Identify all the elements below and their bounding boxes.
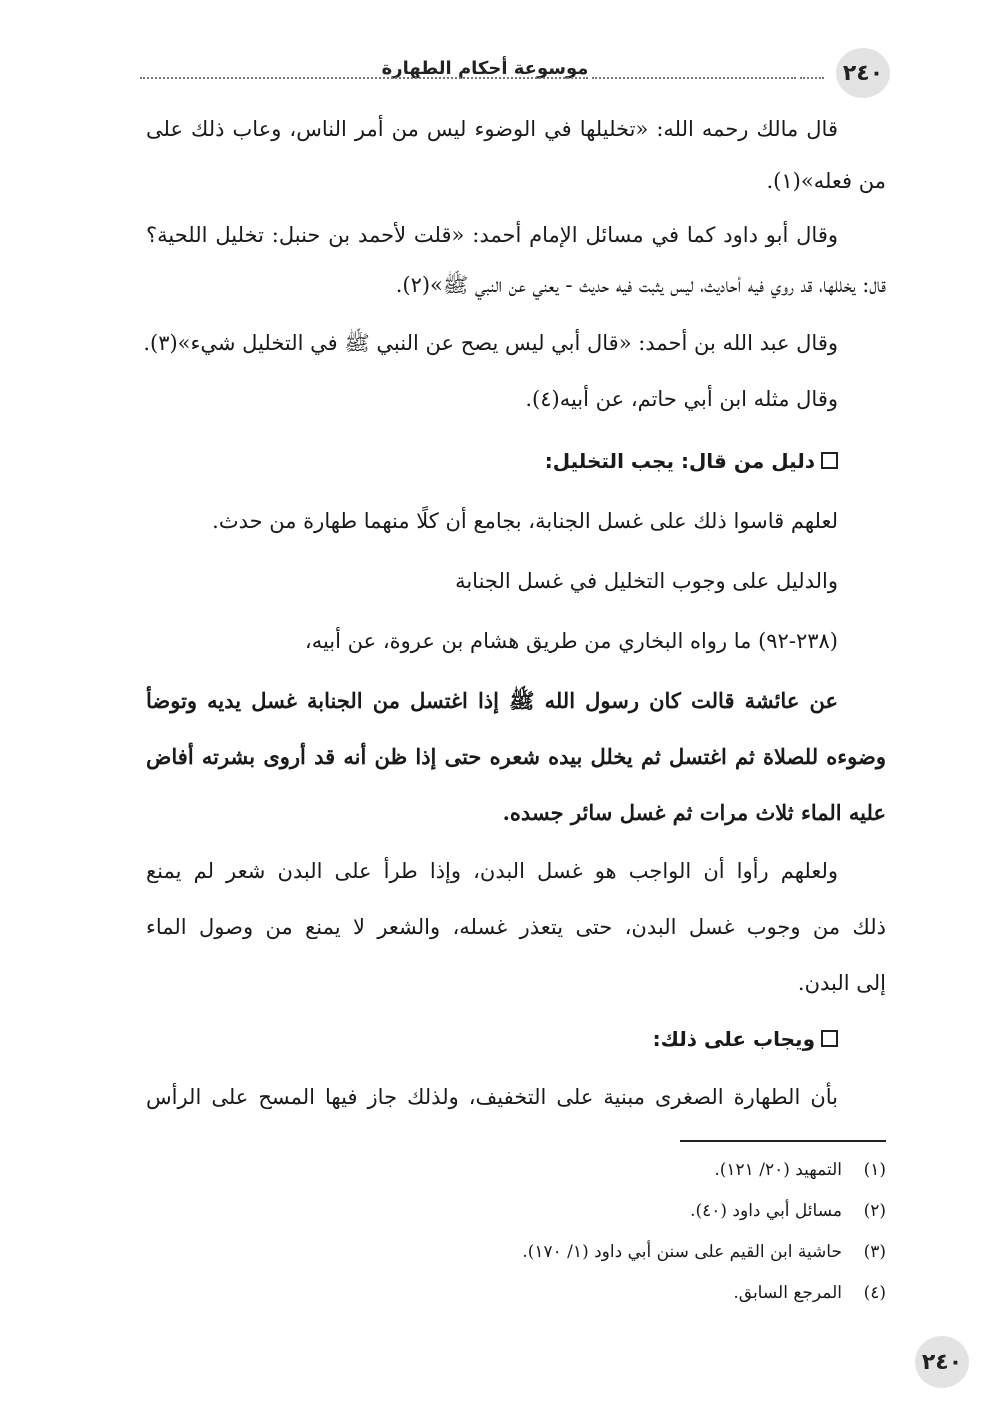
header-page-number: ٢٤٠ [836, 48, 890, 98]
section-heading: ويجاب على ذلك: [146, 1024, 886, 1054]
header-dotted-rule [140, 77, 588, 79]
paragraph-line: من فعله»(١). [766, 169, 886, 193]
checkbox-square-icon [821, 452, 838, 469]
running-title: موسوعة أحكام الطهارة [381, 58, 589, 79]
hadith-line: عن عائشة قالت كان رسول الله ﷺ إذا اغتسل من الجنابة غسل يديه وتوضأ [146, 688, 838, 713]
hadith-line: عليه الماء ثلاث مرات ثم غسل سائر جسده. [502, 800, 886, 825]
footnote: (٣)حاشية ابن القيم على سنن أبي داود (١/ ١٧٠). [522, 1242, 886, 1262]
footer-page-number: ٢٤٠ [915, 1336, 969, 1388]
checkbox-square-icon [821, 1030, 838, 1047]
footnote: (٤)المرجع السابق. [733, 1283, 886, 1303]
paragraph-line: ذلك من وجوب غسل البدن، حتى يتعذر غسله، والشعر لا يمنع من وصول الماء [146, 915, 886, 939]
paragraph-line: وقال مثله ابن أبي حاتم، عن أبيه(٤). [525, 387, 838, 411]
paragraph-line: لعلهم قاسوا ذلك على غسل الجنابة، بجامع أن كلًا منهما طهارة من حدث. [212, 509, 838, 533]
paragraph-line: وقال عبد الله بن أحمد: «قال أبي ليس يصح عن النبي ﷺ في التخليل شيء»(٣). [143, 331, 838, 355]
footnote-separator [680, 1140, 886, 1142]
paragraph-line: وقال أبو داود كما في مسائل الإمام أحمد: «قلت لأحمد بن حنبل: تخليل اللحية؟ [146, 223, 838, 247]
paragraph-line: (٢٣٨-٩٢) ما رواه البخاري من طريق هشام بن عروة، عن أبيه، [304, 629, 838, 653]
header-dotted-rule [592, 77, 796, 79]
hadith-line: وضوءه للصلاة ثم اغتسل ثم يخلل بيده شعره حتى إذا ظن أنه قد أروى بشرته أفاض [146, 744, 886, 769]
paragraph-line: إلى البدن. [797, 971, 886, 995]
paragraph-line: قال: يخللها، قد روي فيه أحاديث، ليس يثبت فيه حديث - يعني عن النبي ﷺ»(٢). [395, 273, 886, 297]
header-dotted-rule [800, 77, 824, 79]
section-heading: دليل من قال: يجب التخليل: [146, 446, 886, 476]
paragraph-line: بأن الطهارة الصغرى مبنية على التخفيف، ولذلك جاز فيها المسح على الرأس [146, 1085, 838, 1109]
page-header [140, 44, 890, 100]
paragraph-line: والدليل على وجوب التخليل في غسل الجنابة [455, 569, 838, 593]
footnote: (١)التمهيد (٢٠/ ١٢١). [714, 1160, 886, 1180]
footnote: (٢)مسائل أبي داود (٤٠). [690, 1201, 886, 1221]
paragraph-line: ولعلهم رأوا أن الواجب هو غسل البدن، وإذا طرأ على البدن شعر لم يمنع [146, 859, 838, 883]
paragraph-line: قال مالك رحمه الله: «تخليلها في الوضوء ليس من أمر الناس، وعاب ذلك على [146, 117, 838, 141]
